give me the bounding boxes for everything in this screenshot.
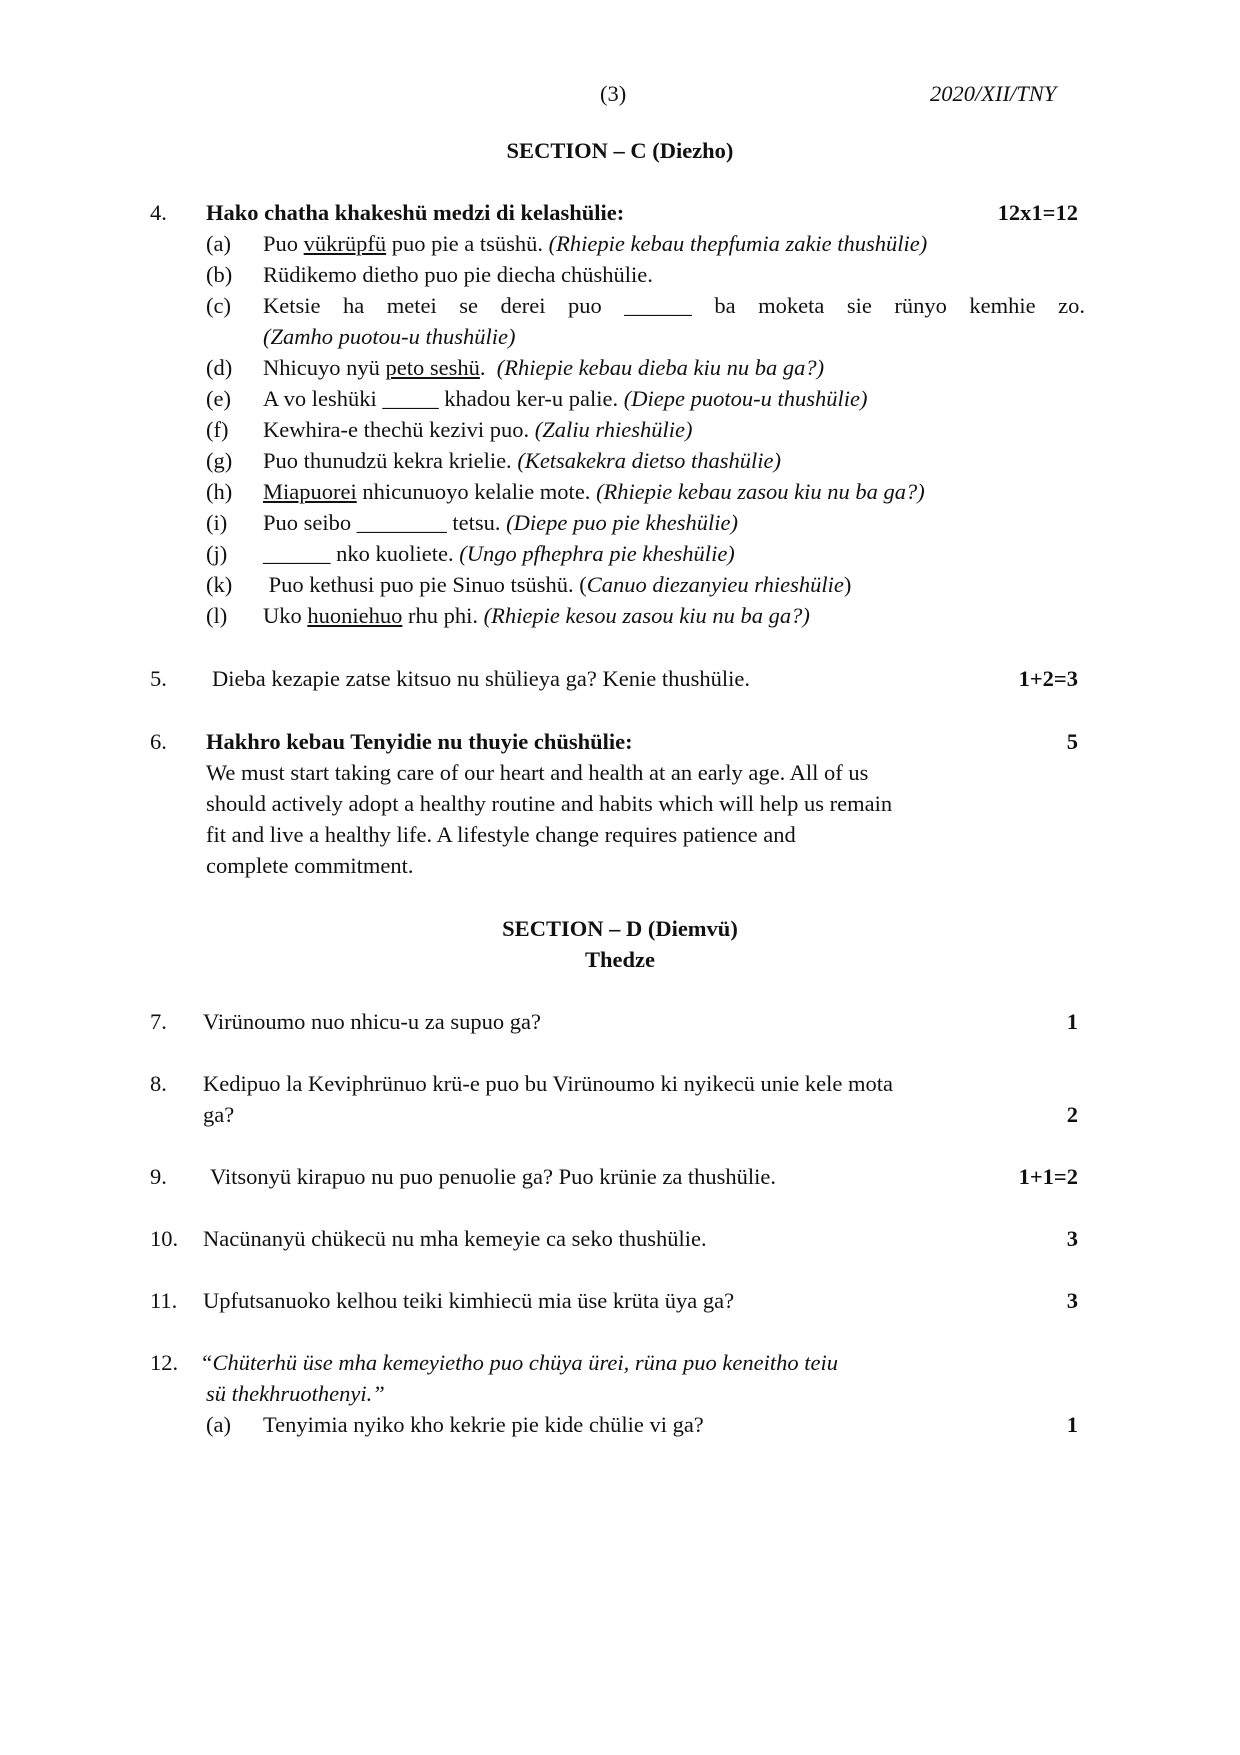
question-text: Kedipuo la Keviphrünuo krü-e puo bu Virünoumo ki nyikecü unie kele mota <box>203 1071 893 1096</box>
question-marks: 1+2=3 <box>1018 666 1078 691</box>
question-marks: 2 <box>1066 1102 1078 1127</box>
sub-item-label: (e) <box>206 386 231 411</box>
sub-item-text: ______ nko kuoliete. (Ungo pfhephra pie kheshülie) <box>263 541 735 566</box>
question-marks: 3 <box>1066 1226 1078 1251</box>
paper-code: 2020/XII/TNY <box>930 81 1057 106</box>
question-marks: 1+1=2 <box>1018 1164 1078 1189</box>
section-d-subtitle: Thedze <box>585 947 655 972</box>
question-text: Upfutsanuoko kelhou teiki kimhiecü mia üse krüta üya ga? <box>203 1288 735 1313</box>
question-text: Virünoumo nuo nhicu-u za supuo ga? <box>203 1009 541 1034</box>
question-marks: 1 <box>1066 1412 1078 1437</box>
page-number: (3) <box>600 81 627 106</box>
passage-line: should actively adopt a healthy routine and habits which will help us remain <box>206 791 893 816</box>
sub-item-text: Rüdikemo dietho puo pie diecha chüshülie. <box>263 262 653 287</box>
passage-line: We must start taking care of our heart and health at an early age. All of us <box>206 760 869 785</box>
sub-item-label: (l) <box>206 603 228 628</box>
sub-item-text: Puo thunudzü kekra krielie. (Ketsakekra dietso thashülie) <box>263 448 782 473</box>
passage-line: complete commitment. <box>206 853 414 878</box>
question-number: 5. <box>150 666 167 691</box>
question-number: 4. <box>150 200 167 225</box>
sub-item-instruction: (Zamho puotou-u thushülie) <box>263 324 516 349</box>
sub-item-label: (j) <box>206 541 228 566</box>
sub-item-label: (c) <box>206 293 231 318</box>
section-d-title: SECTION – D (Diemvü) <box>502 916 738 941</box>
passage-line: fit and live a healthy life. A lifestyle change requires patience and <box>206 822 796 847</box>
sub-item-label: (f) <box>206 417 229 442</box>
sub-item-text: Kewhira-e thechü kezivi puo. (Zaliu rhieshülie) <box>263 417 693 442</box>
question-text-line2: ga? <box>203 1102 235 1127</box>
sub-item-text: Tenyimia nyiko kho kekrie pie kide chülie vi ga? <box>263 1412 704 1437</box>
question-number: 6. <box>150 729 167 754</box>
sub-item-label: (k) <box>206 572 233 597</box>
question-number: 9. <box>150 1164 167 1189</box>
question-number: 12. <box>150 1350 179 1375</box>
question-text: Nacünanyü chükecü nu mha kemeyie ca seko thushülie. <box>203 1226 707 1251</box>
sub-item-text: Uko huoniehuo rhu phi. (Rhiepie kesou zasou kiu nu ba ga?) <box>263 603 810 628</box>
question-marks: 1 <box>1066 1009 1078 1034</box>
sub-item-text: Miapuorei nhicunuoyo kelalie mote. (Rhiepie kebau zasou kiu nu ba ga?) <box>263 479 925 504</box>
sub-item-text: Puo kethusi puo pie Sinuo tsüshü. (Canuo diezanyieu rhieshülie) <box>263 572 852 597</box>
question-marks: 3 <box>1066 1288 1078 1313</box>
quote-line: sü thekhruothenyi.” <box>206 1381 385 1406</box>
question-number: 7. <box>150 1009 167 1034</box>
quote-line: “Chüterhü üse mha kemeyietho puo chüya ürei, rüna puo keneitho teiu <box>200 1350 838 1375</box>
sub-item-label: (g) <box>206 448 233 473</box>
question-marks: 5 <box>1066 729 1078 754</box>
sub-item-text: Ketsie ha metei se derei puo ______ ba moketa sie rünyo kemhie zo. <box>263 293 1085 318</box>
sub-item-text: Puo vükrüpfü puo pie a tsüshü. (Rhiepie kebau thepfumia zakie thushülie) <box>263 231 928 256</box>
sub-item-label: (i) <box>206 510 228 535</box>
question-text: Vitsonyü kirapuo nu puo penuolie ga? Puo krünie za thushülie. <box>210 1164 777 1189</box>
sub-item-label: (a) <box>206 1412 231 1437</box>
sub-item-text: Puo seibo ________ tetsu. (Diepe puo pie kheshülie) <box>263 510 738 535</box>
question-text: Dieba kezapie zatse kitsuo nu shülieya ga? Kenie thushülie. <box>212 666 750 691</box>
sub-item-label: (a) <box>206 231 231 256</box>
question-number: 11. <box>150 1288 178 1313</box>
section-c-title: SECTION – C (Diezho) <box>506 138 734 163</box>
question-marks: 12x1=12 <box>997 200 1078 225</box>
sub-item-text: A vo leshüki _____ khadou ker-u palie. (Diepe puotou-u thushülie) <box>263 386 868 411</box>
question-title: Hakhro kebau Tenyidie nu thuyie chüshülie: <box>206 729 633 754</box>
sub-item-label: (h) <box>206 479 233 504</box>
question-number: 10. <box>150 1226 179 1251</box>
question-number: 8. <box>150 1071 167 1096</box>
sub-item-label: (b) <box>206 262 233 287</box>
sub-item-text: Nhicuyo nyü peto seshü. (Rhiepie kebau dieba kiu nu ba ga?) <box>263 355 825 380</box>
question-title: Hako chatha khakeshü medzi di kelashülie: <box>206 200 625 225</box>
sub-item-label: (d) <box>206 355 233 380</box>
